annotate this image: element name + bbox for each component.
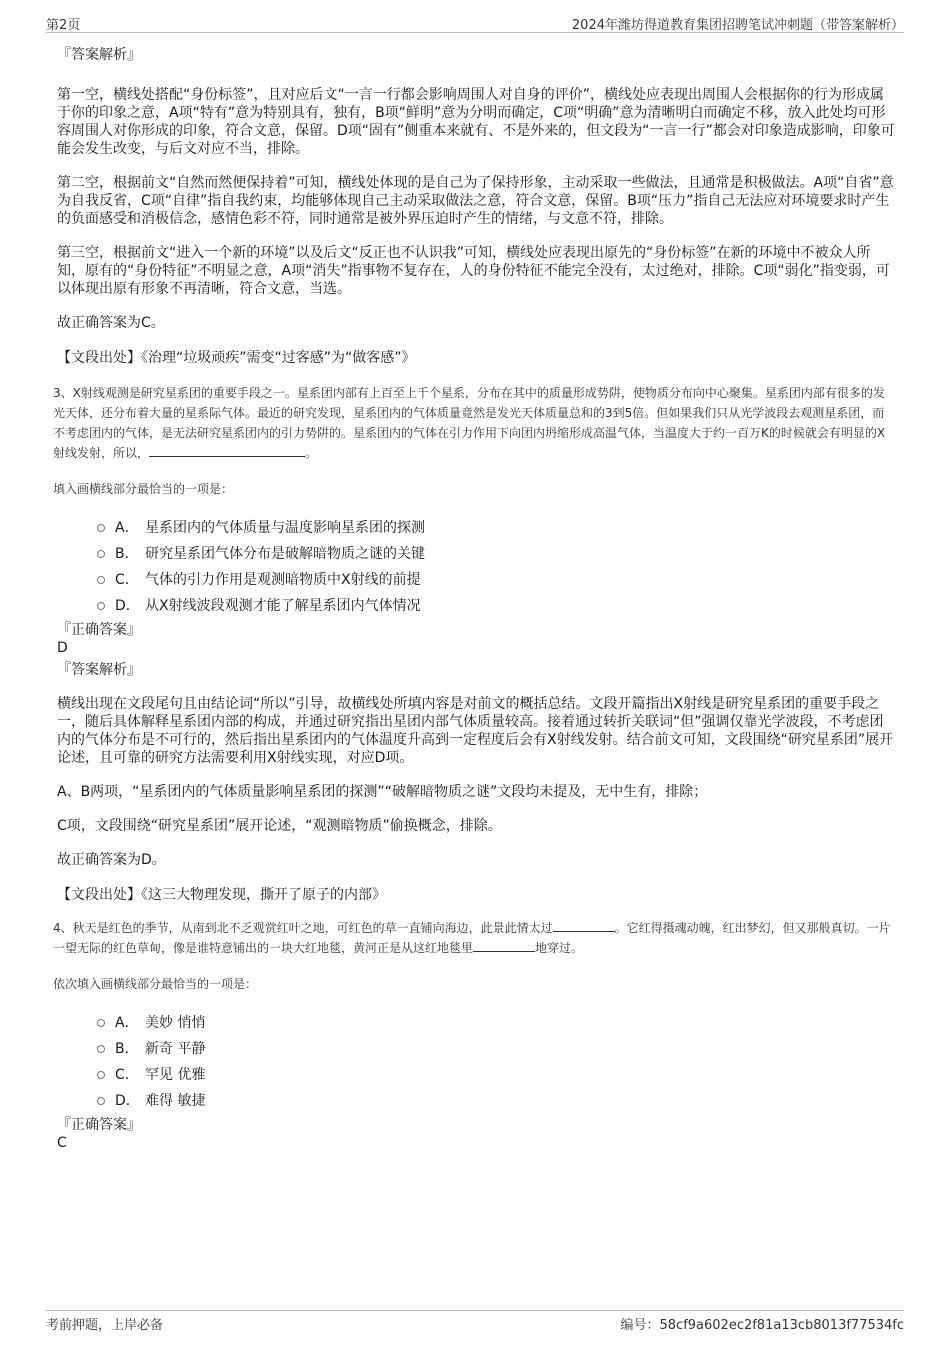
option-letter: B． (115, 1041, 139, 1057)
q3-analysis-para3: C项，文段围绕“研究星系团”展开论述，“观测暗物质”偷换概念，排除。 (57, 818, 502, 834)
q3-blank (149, 444, 305, 457)
radio-icon[interactable] (97, 1097, 105, 1105)
option-text: 新奇 平静 (145, 1041, 206, 1057)
q4-option-b[interactable] (97, 1036, 895, 1062)
q4-blank-1 (553, 919, 615, 932)
q2-conclusion: 故正确答案为C。 (57, 315, 165, 331)
q4-stem-text-b: 。它红得摄魂动魄，红出梦幻，但又那般真切。一片一望无际的红色草甸，像是谁特意铺出的一块大红地毯，黄河正是从这红地毯里 (53, 921, 891, 955)
q3-stem-end: 。 (305, 446, 318, 460)
q3-analysis-tag: 『答案解析』 (57, 662, 141, 678)
q3-analysis-para1: 横线出现在文段尾句且由结论词“所以”引导，故横线处所填内容是对前文的概括总结。文段开篇指出X射线是研究星系团的重要手段之一，随后具体解释星系团内部的构成，并通过研究指出星团内部气体质量较高。接着通过转折关联词“但”强调仅靠光学波段，不考虑团内的气体分布是不可行的，然后指出星系团内的气体温度升高到一定程度后会有X射线发射。结合前文可知，文段围绕“研究星系团”展开论述，且可靠的研究方法需要利用X射线实现，对应D项。 (57, 696, 894, 766)
q3-option-b[interactable] (97, 541, 895, 567)
q4-stem-text-c: 地穿过。 (535, 941, 584, 955)
option-letter: A． (115, 1015, 139, 1031)
q4-blank-2 (473, 939, 535, 952)
page-number: 第2页 (46, 18, 81, 33)
q4-prompt: 依次填入画横线部分最恰当的一项是： (53, 977, 258, 991)
option-letter: C． (115, 572, 139, 588)
q4-stem (53, 918, 895, 958)
q4-stem-text-a: 4、秋天是红色的季节，从南到北不乏观赏红叶之地，可红色的草一直铺向海边，此景此情太过 (53, 921, 553, 935)
radio-icon[interactable] (97, 550, 105, 558)
q3-conclusion: 故正确答案为D。 (57, 852, 166, 868)
option-text: 气体的引力作用是观测暗物质中X射线的前提 (145, 572, 421, 588)
q4-option-d[interactable] (97, 1088, 895, 1114)
q2-analysis-para2: 第二空，根据前文“自然而然便保持着”可知，横线处体现的是自己为了保持形象，主动采取一些做法，且通常是积极做法。A项“自省”意为自我反省，C项“自律”指自我约束，均能够体现自己主动采取做法之意，符合文意，保留。B项“压力”指自己无法应对环境要求时产生的负面感受和消极信念，感情色彩不符，同时通常是被外界压迫时产生的情绪，与文意不符，排除。 (57, 175, 894, 227)
q3-option-a[interactable] (97, 515, 895, 541)
q3-stem-text: 3、X射线观测是研究星系团的重要手段之一。星系团内部有上百至上千个星系，分布在其中的质量形成势阱，使物质分布向中心聚集。星系团内部有很多的发光天体，还分布着大量的星系际气体。最近的研究发现，星系团内的气体质量竟然是发光天体质量总和的3到5倍。但如果我们只从光学波段去观测星系团，而不考虑团内的气体，是无法研究星系团内的引力势阱的。星系团内的气体在引力作用下向团内坍缩形成高温气体，当温度大于约一百万K的时候就会有明显的X射线发射，所以， (53, 386, 886, 460)
footer-slogan: 考前押题，上岸必备 (46, 1318, 164, 1333)
radio-icon[interactable] (97, 1019, 105, 1027)
q3-stem (53, 383, 895, 463)
radio-icon[interactable] (97, 1045, 105, 1053)
q2-source: 【文段出处】《治理“垃圾顽疾”需变“过客感”为“做客感”》 (57, 350, 416, 366)
q3-options (97, 515, 895, 619)
radio-icon[interactable] (97, 524, 105, 532)
option-text: 星系团内的气体质量与温度影响星系团的探测 (145, 520, 425, 536)
q2-analysis-tag: 『答案解析』 (57, 47, 141, 63)
option-text: 难得 敏捷 (145, 1093, 206, 1109)
q4-option-c[interactable] (97, 1062, 895, 1088)
q4-options (97, 1010, 895, 1114)
q3-source: 【文段出处】《这三大物理发现，撕开了原子的内部》 (57, 887, 386, 903)
option-letter: B． (115, 546, 139, 562)
option-text: 罕见 优雅 (145, 1067, 206, 1083)
q3-analysis-para2: A、B两项，“星系团内的气体质量影响星系团的探测”“破解暗物质之谜”文段均未提及，无中生有，排除； (57, 784, 708, 800)
page-content (53, 40, 895, 1152)
q3-option-c[interactable] (97, 567, 895, 593)
page-header (46, 12, 904, 33)
q3-prompt: 填入画横线部分最恰当的一项是： (53, 482, 234, 496)
q3-answer: D (57, 640, 68, 656)
radio-icon[interactable] (97, 602, 105, 610)
q4-answer: C (57, 1135, 67, 1151)
option-letter: D． (115, 1093, 140, 1109)
q3-answer-tag: 『正确答案』 (57, 622, 141, 638)
radio-icon[interactable] (97, 1071, 105, 1079)
page-footer (46, 1310, 904, 1335)
document-code: 编号：58cf9a602ec2f81a13cb8013f77534fc (620, 1318, 904, 1333)
q2-analysis-para3: 第三空，根据前文“进入一个新的环境”以及后文“反正也不认识我”可知，横线处应表现出原先的“身份标签”在新的环境中不被众人所知，原有的“身份特征”不明显之意，A项“消失”指事物不复存在，人的身份特征不能完全没有，太过绝对，排除。C项“弱化”指变弱，可以体现出原有形象不再清晰，符合文意，当选。 (57, 245, 890, 297)
option-text: 研究星系团气体分布是破解暗物质之谜的关键 (145, 546, 425, 562)
q4-answer-tag: 『正确答案』 (57, 1117, 141, 1133)
document-title: 2024年潍坊得道教育集团招聘笔试冲刺题（带答案解析） (571, 18, 904, 33)
option-text: 美妙 悄悄 (145, 1015, 206, 1031)
option-letter: A． (115, 520, 139, 536)
q2-analysis-para1: 第一空，横线处搭配“身份标签”，且对应后文“一言一行都会影响周围人对自身的评价”，横线处应表现出周围人会根据你的行为形成属于你的印象之意，A项“特有”意为特别具有，独有，B项“鲜明”意为分明而确定，C项“明确”意为清晰明白而确定不移，放入此处均可形容周围人对你形成的印象，符合文意，保留。D项“固有”侧重本来就有、不是外来的，但文段为“一言一行”都会对印象造成影响，印象可能会发生改变，与后文对应不当，排除。 (57, 87, 895, 157)
q4-option-a[interactable] (97, 1010, 895, 1036)
q3-option-d[interactable] (97, 593, 895, 619)
radio-icon[interactable] (97, 576, 105, 584)
option-text: 从X射线波段观测才能了解星系团内气体情况 (145, 598, 421, 614)
option-letter: D． (115, 598, 140, 614)
option-letter: C． (115, 1067, 139, 1083)
